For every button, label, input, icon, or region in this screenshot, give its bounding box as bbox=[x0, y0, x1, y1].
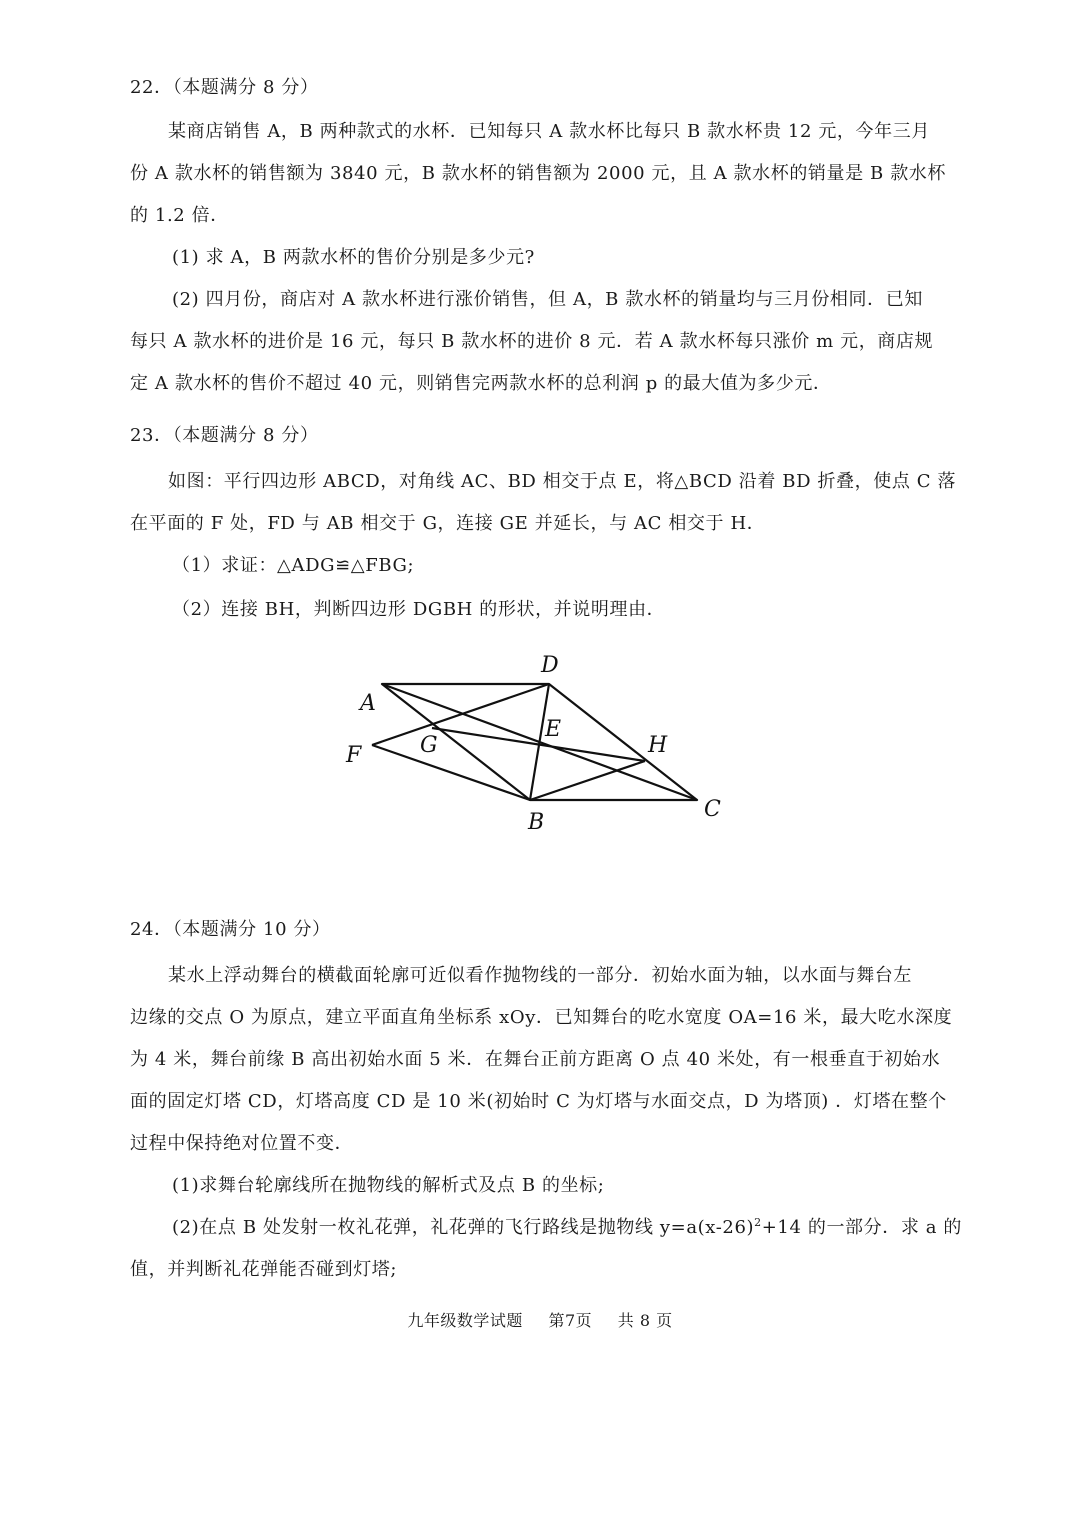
label-h: H bbox=[648, 733, 668, 758]
q24-part-2-line-1 bbox=[172, 1216, 962, 1240]
q24-line-3: 为 4 米，舞台前缘 B 高出初始水面 5 米．在舞台正前方距离 O 点 40 米处，有一根垂直于初始水 bbox=[130, 1049, 941, 1070]
q23-header: 23．（本题满分 8 分） bbox=[130, 425, 319, 446]
page-footer bbox=[0, 1308, 1080, 1331]
q22-line-2: 份 A 款水杯的销售额为 3840 元，B 款水杯的销售额为 2000 元，且 A 款水杯的销量是 B 款水杯 bbox=[130, 163, 947, 184]
q24-part-2-line-2: 值，并判断礼花弹能否碰到灯塔; bbox=[130, 1259, 398, 1280]
footer-page-number: 第7页 bbox=[548, 1311, 593, 1330]
q23-line-2: 在平面的 F 处，FD 与 AB 相交于 G，连接 GE 并延长，与 AC 相交于 H． bbox=[130, 513, 766, 534]
footer-subject: 九年级数学试题 bbox=[407, 1311, 523, 1330]
q22-part-2-line-3: 定 A 款水杯的售价不超过 40 元，则销售完两款水杯的总利润 p 的最大值为多少元． bbox=[130, 373, 832, 394]
label-f: F bbox=[346, 743, 362, 768]
q22-header: 22．（本题满分 8 分） bbox=[130, 77, 319, 98]
q24-line-4: 面的固定灯塔 CD，灯塔高度 CD 是 10 米(初始时 C 为灯塔与水面交点，D 为塔顶) ．灯塔在整个 bbox=[130, 1091, 947, 1112]
q22-part-1: (1) 求 A，B 两款水杯的售价分别是多少元? bbox=[172, 247, 535, 268]
q23-part-1: （1）求证：△ADG≌△FBG; bbox=[172, 555, 415, 576]
footer-total-pages: 共 8 页 bbox=[617, 1311, 673, 1330]
q24-part-2-exponent: 2 bbox=[754, 1216, 762, 1229]
q24-line-5: 过程中保持绝对位置不变． bbox=[130, 1133, 354, 1154]
segment-bh bbox=[530, 761, 645, 800]
segment-fb bbox=[372, 745, 530, 800]
q22-line-1: 某商店销售 A，B 两种款式的水杯．已知每只 A 款水杯比每只 B 款水杯贵 12 元，今年三月 bbox=[168, 121, 930, 142]
q24-part-1: (1)求舞台轮廓线所在抛物线的解析式及点 B 的坐标; bbox=[172, 1175, 605, 1196]
q24-part-2-text-b: +14 的一部分．求 a 的 bbox=[761, 1217, 963, 1238]
q24-line-2: 边缘的交点 O 为原点，建立平面直角坐标系 xOy．已知舞台的吃水宽度 OA=16 米，最大吃水深度 bbox=[130, 1007, 953, 1028]
q22-part-2-line-2: 每只 A 款水杯的进价是 16 元，每只 B 款水杯的进价 8 元．若 A 款水杯每只涨价 m 元，商店规 bbox=[130, 331, 934, 352]
label-e: E bbox=[545, 717, 562, 742]
q23-line-1: 如图：平行四边形 ABCD，对角线 AC、BD 相交于点 E，将△BCD 沿着 BD 折叠，使点 C 落 bbox=[168, 471, 957, 492]
q22-line-3: 的 1.2 倍． bbox=[130, 205, 229, 226]
label-d: D bbox=[541, 653, 559, 678]
q22-part-2-line-1: (2) 四月份，商店对 A 款水杯进行涨价销售，但 A，B 款水杯的销量均与三月份相同．已知 bbox=[172, 289, 923, 310]
label-b: B bbox=[528, 810, 545, 835]
label-g: G bbox=[420, 733, 438, 758]
label-a: A bbox=[360, 691, 376, 716]
q23-part-2: （2）连接 BH，判断四边形 DGBH 的形状，并说明理由． bbox=[172, 599, 666, 620]
label-c: C bbox=[704, 797, 721, 822]
diagonal-bd bbox=[530, 684, 549, 800]
q24-header: 24．（本题满分 10 分） bbox=[130, 919, 331, 940]
parallelogram-figure bbox=[330, 648, 750, 838]
q24-line-1: 某水上浮动舞台的横截面轮廓可近似看作抛物线的一部分．初始水面为轴，以水面与舞台左 bbox=[168, 965, 912, 986]
q24-part-2-text-a: (2)在点 B 处发射一枚礼花弹，礼花弹的飞行路线是抛物线 y=a(x-26) bbox=[172, 1217, 755, 1238]
